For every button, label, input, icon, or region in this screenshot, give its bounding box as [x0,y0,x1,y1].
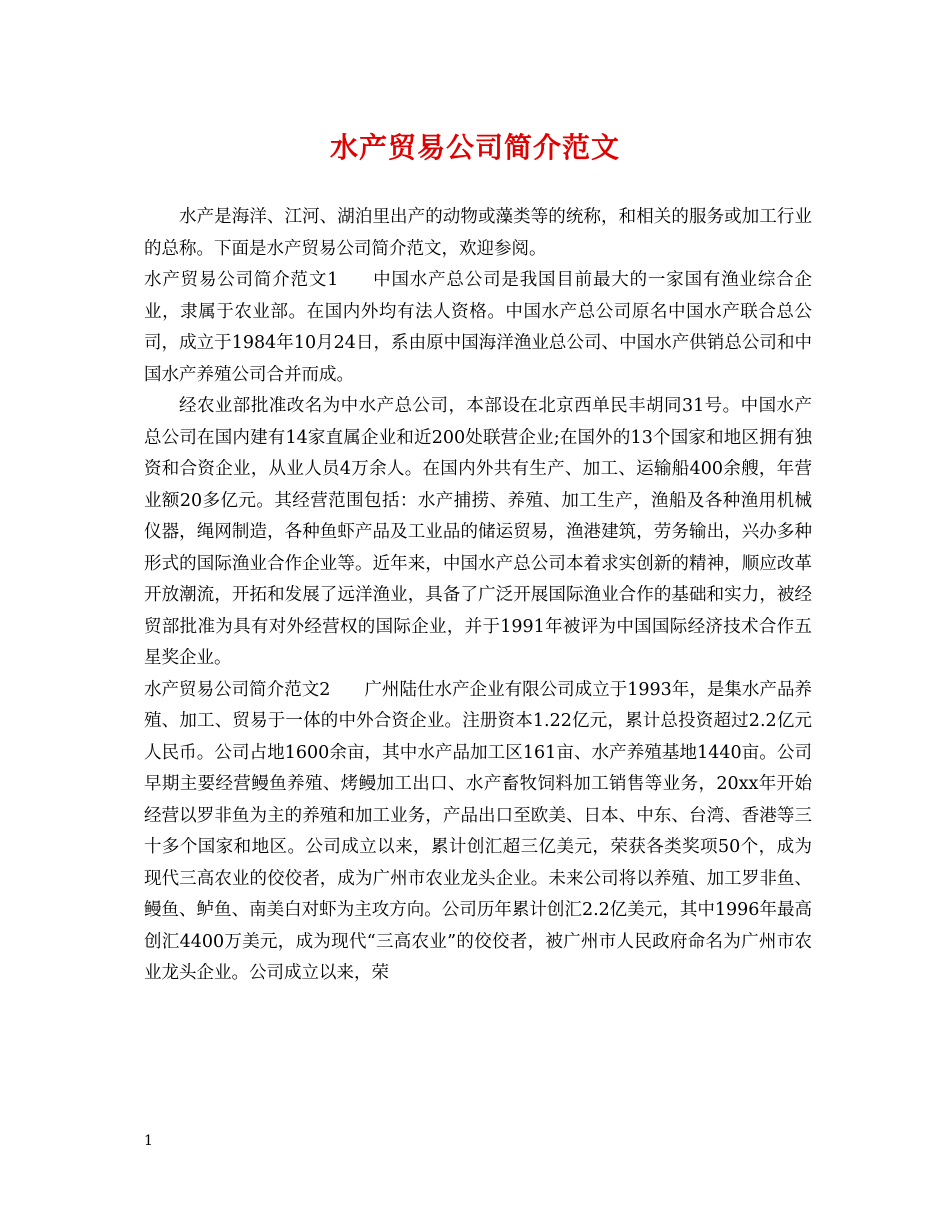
document-body [144,202,812,990]
paragraph-text: 水产是海洋、江河、湖泊里出产的动物或藻类等的统称，和相关的服务或加工行业的总称。下面是水产贸易公司简介范文，欢迎参阅。 [144,207,812,259]
section-1-continued-paragraph [144,391,812,675]
document-title: 水产贸易公司简介范文 [329,131,620,164]
page-number: 1 [144,1133,153,1149]
section-heading: 水产贸易公司简介范文2 [144,679,331,700]
section-1-paragraph [144,265,812,391]
paragraph-text: 经农业部批准改名为中水产总公司，本部设在北京西单民丰胡同31号。中国水产总公司在国内建有14家直属企业和近200处联营企业;在国外的13个国家和地区拥有独资和合资企业，从业人员4万余人。在国内外共有生产、加工、运输船400余艘，年营业额20多亿元。其经营范围包括：水产捕捞、养殖、加工生产，渔船及各种渔用机械仪器，绳网制造，各种鱼虾产品及工业品的储运贸易，渔港建筑，劳务输出，兴办多种形式的国际渔业合作企业等。近年来，中国水产总公司本着求实创新的精神，顺应改革开放潮流，开拓和发展了远洋渔业，具备了广泛开展国际渔业合作的基础和实力，被经贸部批准为具有对外经营权的国际企业，并于1991年被评为中国国际经济技术合作五星奖企业。 [144,396,812,668]
section-heading: 水产贸易公司简介范文1 [144,270,339,290]
section-2-paragraph [144,675,812,990]
paragraph-text: 中国水产总公司是我国目前最大的一家国有渔业综合企业，隶属于农业部。在国内外均有法人资格。中国水产总公司原名中国水产联合总公司，成立于1984年10月24日，系由原中国海洋渔业总公司、中国水产供销总公司和中国水产养殖公司合并而成。 [144,270,812,385]
intro-paragraph [144,202,812,265]
paragraph-text: 广州陆仕水产企业有限公司成立于1993年，是集水产品养殖、加工、贸易于一体的中外合资企业。注册资本1.22亿元，累计总投资超过2.2亿元人民币。公司占地1600余亩，其中水产品加工区161亩、水产养殖基地1440亩。公司早期主要经营鳗鱼养殖、烤鳗加工出口、水产畜牧饲料加工销售等业务，20xx年开始经营以罗非鱼为主的养殖和加工业务，产品出口至欧美、日本、中东、台湾、香港等三十多个国家和地区。公司成立以来，累计创汇超三亿美元，荣获各类奖项50个，成为现代三高农业的佼佼者，成为广州市农业龙头企业。未来公司将以养殖、加工罗非鱼、鳗鱼、鲈鱼、南美白对虾为主攻方向。公司历年累计创汇2.2亿美元，其中1996年最高创汇4400万美元，成为现代“三高农业”的佼佼者，被广州市人民政府命名为广州市农业龙头企业。公司成立以来，荣 [144,679,812,983]
